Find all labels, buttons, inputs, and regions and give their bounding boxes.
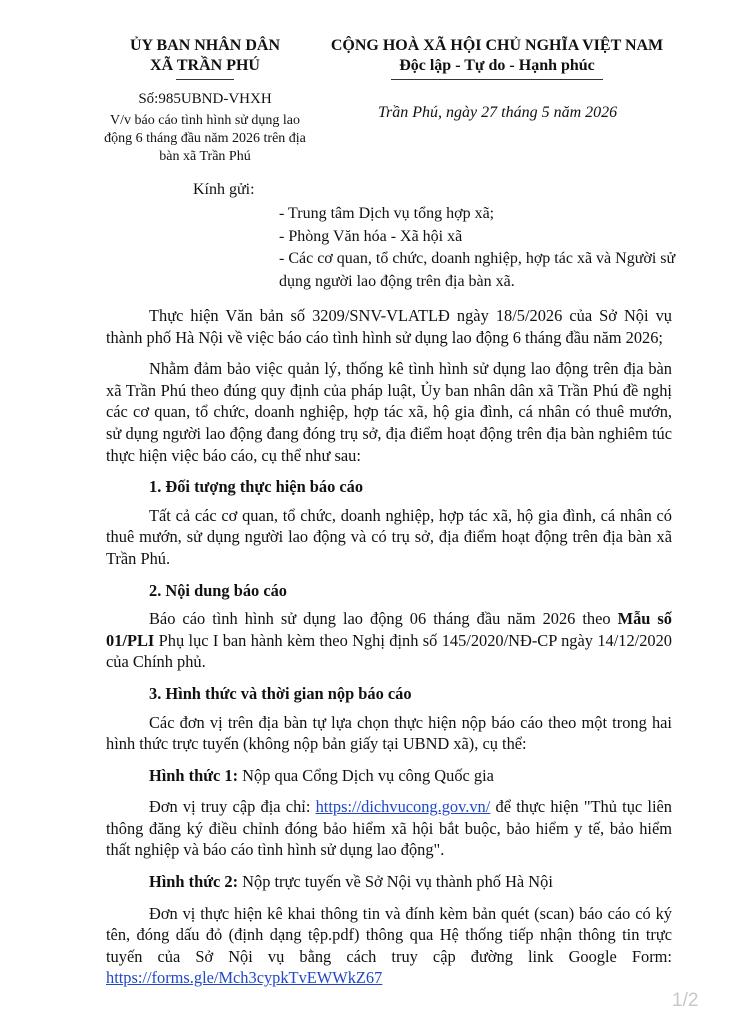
paragraph-intro: Thực hiện Văn bản số 3209/SNV-VLATLĐ ngày 18/5/2026 của Sở Nội vụ thành phố Hà Nội về việc báo cáo tình hình sử dụng lao động 6 tháng đầu năm 2026; (106, 306, 672, 347)
text-run: Đơn vị thực hiện kê khai thông tin và đính kèm bản quét (scan) báo cáo có ký tên, đóng dấu đỏ (định dạng tệp.pdf) thông qua Hệ thống tiếp nhận thông tin trực tuyến của Sở Nội vụ bằng cách truy cập đường link Google Form: (106, 903, 672, 966)
issuing-authority (100, 36, 310, 80)
authority-line-2: XÃ TRẦN PHÚ (150, 57, 260, 74)
greeting: Kính gửi: (193, 181, 255, 198)
authority-underline (176, 79, 234, 80)
motto-underline (391, 79, 603, 80)
google-form-link[interactable]: https://forms.gle/Mch3cypkTvEWWkZ67 (106, 968, 383, 988)
text-run: Phụ lục I ban hành kèm theo Nghị định số 145/2020/NĐ-CP ngày 14/12/2020 của Chính phủ. (106, 630, 672, 672)
recipient-item: - Phòng Văn hóa - Xã hội xã (279, 227, 463, 245)
method-2-label: Hình thức 2: (149, 872, 239, 892)
nation-name: CỘNG HOÀ XÃ HỘI CHỦ NGHĨA VIỆT NAM (330, 37, 664, 54)
document-number: Số:985UBND-VHXH (138, 91, 272, 107)
method-2 (106, 871, 672, 893)
paragraph-method-2-detail (106, 903, 672, 989)
paragraph-purpose: Nhằm đảm bảo việc quản lý, thống kê tình hình sử dụng lao động trên địa bàn xã Trần Phú theo đúng quy định của pháp luật, Ủy ban nhân dân xã Trần Phú đề nghị các cơ quan, tổ chức, doanh nghiệp, hợp tác xã, hộ gia đình, cá nhân có thuê mướn, sử dụng người lao động đang đóng trụ sở, địa điểm hoạt động trên địa bàn nghiêm túc thực hiện việc báo cáo, cụ thể như sau: (106, 359, 672, 465)
paragraph-subjects: Tất cả các cơ quan, tổ chức, doanh nghiệp, hợp tác xã, hộ gia đình, cá nhân có thuê mướn, sử dụng người lao động và có trụ sở, địa điểm hoạt động trên địa bàn xã Trần Phú. (106, 505, 672, 568)
section-heading-3: 3. Hình thức và thời gian nộp báo cáo (149, 683, 412, 703)
section-heading-2: 2. Nội dung báo cáo (149, 580, 287, 600)
recipient-item: - Trung tâm Dịch vụ tổng hợp xã; (279, 205, 495, 222)
text-run: Đơn vị truy cập địa chỉ: (149, 797, 316, 817)
form-reference: Mẫu số 01/PLI (106, 609, 673, 650)
page-indicator: 1/2 (672, 990, 699, 1011)
method-1-label: Hình thức 1: (149, 765, 239, 785)
recipient-item: - Các cơ quan, tổ chức, doanh nghiệp, hợp tác xã và Người sử dụng người lao động trên địa bàn xã. (279, 250, 676, 290)
recipient-list (279, 203, 679, 293)
section-heading-1: 1. Đối tượng thực hiện báo cáo (149, 477, 364, 497)
motto: Độc lập - Tự do - Hạnh phúc (399, 57, 595, 74)
document-subject: V/v báo cáo tình hình sử dụng lao động 6 tháng đầu năm 2026 trên địa bàn xã Trần Phú (104, 113, 306, 164)
paragraph-content (106, 608, 672, 673)
dateline: Trần Phú, ngày 27 tháng 5 năm 2026 (378, 104, 618, 121)
text-run: Báo cáo tình hình sử dụng lao động 06 tháng đầu năm 2026 theo (149, 609, 618, 629)
text-run: để thực hiện "Thủ tục liên thông đăng ký điều chỉnh đóng bảo hiểm xã hội bắt buộc, bảo hiểm y tế, bảo hiểm thất nghiệp và báo cáo tình hình sử dụng lao động". (106, 797, 672, 860)
method-1 (106, 765, 672, 787)
document-body (106, 305, 672, 999)
authority-line-1: ỦY BAN NHÂN DÂN (129, 37, 281, 54)
method-2-text: Nộp trực tuyến về Sở Nội vụ thành phố Hà Nội (238, 872, 553, 892)
method-1-text: Nộp qua Cổng Dịch vụ công Quốc gia (238, 765, 494, 785)
paragraph-method-1-detail (106, 796, 672, 861)
national-motto (318, 36, 676, 80)
paragraph-methods: Các đơn vị trên địa bàn tự lựa chọn thực hiện nộp báo cáo theo một trong hai hình thức trực tuyến (không nộp bản giấy tại UBND xã), cụ thể: (106, 712, 672, 754)
dichvucong-link[interactable]: https://dichvucong.gov.vn/ (315, 797, 491, 817)
